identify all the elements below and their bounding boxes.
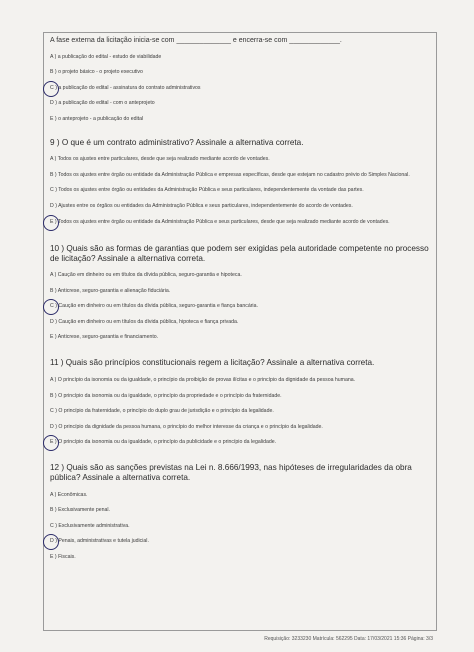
q8-option-e: E ) o anteprojeto - a publicação do edital [50,115,144,122]
q10-option-a: A ) Caução em dinheiro ou em títulos da dívida pública, seguro-garantia e hipoteca. [50,272,242,279]
q9-option-e [50,219,430,226]
q10-option-b: B ) Anticrese, seguro-garantia e alienação fiduciária. [50,287,171,294]
q11-option-c: C ) O princípio da fraternidade, o princípio do duplo grau de jurisdição e o princípio da legalidade. [50,408,274,415]
answer-circle-mark [43,299,59,315]
q12-option-e: E ) Fiscais. [50,553,76,560]
q8-stem: A fase externa da licitação inicia-se com ______________ e encerra-se com _____________. [50,37,342,44]
q12-title: 12 ) Quais são as sanções previstas na Lei n. 8.666/1993, nas hipóteses de irregularidades da obra pública? Assinale a alternativa correta. [50,463,412,483]
q9-title: 9 ) O que é um contrato administrativo? Assinale a alternativa correta. [50,137,304,147]
q12-option-c: C ) Exclusivamente administrativa. [50,522,130,529]
q8-option-d: D ) a publicação do edital - com o anteprojeto [50,100,155,106]
q12-option-d-text: D ) Penais, administrativas e tutela judicial. [50,538,149,545]
q12-option-d [50,538,430,545]
q11-option-a: A ) O princípio da isonomia ou da igualdade, o princípio da proibição de provas ilícitas e o princípio da dignidade da pessoa humana. [50,376,356,383]
q8-option-c [50,85,430,92]
page-footer: Requisição: 3233230 Matrícula: 562295 Data: 17/03/2021 15:36 Página: 3/3 [264,636,433,642]
q10-option-c-text: C ) Caução em dinheiro ou em títulos da dívida pública, seguro-garantia e fiança bancária. [50,303,258,310]
q8-option-b: B ) o projeto básico - o projeto executivo [50,69,143,75]
q11-option-b: B ) O princípio da isonomia ou da igualdade, o princípio da propriedade e o princípio da fraternidade. [50,392,282,399]
answer-circle-mark [43,81,59,97]
q10-option-d: D ) Caução em dinheiro ou em títulos da dívida pública, hipoteca e fiança privada. [50,318,239,325]
q9-option-a: A ) Todos os ajustes entre particulares, desde que seja realizado mediante acordo de vontades. [50,156,270,162]
q11-title: 11 ) Quais são princípios constitucionais regem a licitação? Assinale a alternativa correta. [50,358,375,368]
q12-option-a: A ) Econômicas. [50,491,88,498]
answer-circle-mark [43,215,59,231]
q8-option-a: A ) a publicação do edital - estudo de viabilidade [50,53,162,60]
q9-option-d: D ) Ajustes entre os órgãos ou entidades da Administração Pública e seus particulares, independentemente do acordo de vontades. [50,203,353,210]
q10-option-c [50,303,430,310]
q10-option-e: E ) Anticrese, seguro-garantia e financiamento. [50,334,159,341]
q9-option-b: B ) Todos os ajustes entre órgão ou entidade da Administração Pública e empresas específicas, desde que estejam no cadastro prévio do Simples Nacional. [50,171,410,178]
answer-circle-mark [43,435,59,451]
exam-content [50,36,430,561]
q11-option-d: D ) O princípio da dignidade da pessoa humana, o princípio do melhor interesse da criança e o princípio da legalidade. [50,423,323,430]
q9-option-e-text: E ) Todos os ajustes entre órgão ou entidade da Administração Pública e seus particulares, desde que seja realizado mediante acordo de vontades. [50,219,390,226]
q11-option-e-text: E ) O princípio da isonomia ou da igualdade, o princípio da publicidade e o princípio da legalidade. [50,439,277,446]
q10-title: 10 ) Quais são as formas de garantias que podem ser exigidas pela autoridade competente no processo de licitação? Assinale a alternativa correta. [50,243,429,263]
q8-option-c-text: C ) a publicação do edital - assinatura do contrato administrativos [50,84,201,91]
q9-option-c: C ) Todos os ajustes entre órgão ou entidades da Administração Pública e seus particulares, independentemente da vontade das partes. [50,187,364,194]
q11-option-e [50,439,430,446]
answer-circle-mark [43,534,59,550]
q12-option-b: B ) Exclusivamente penal. [50,507,110,514]
